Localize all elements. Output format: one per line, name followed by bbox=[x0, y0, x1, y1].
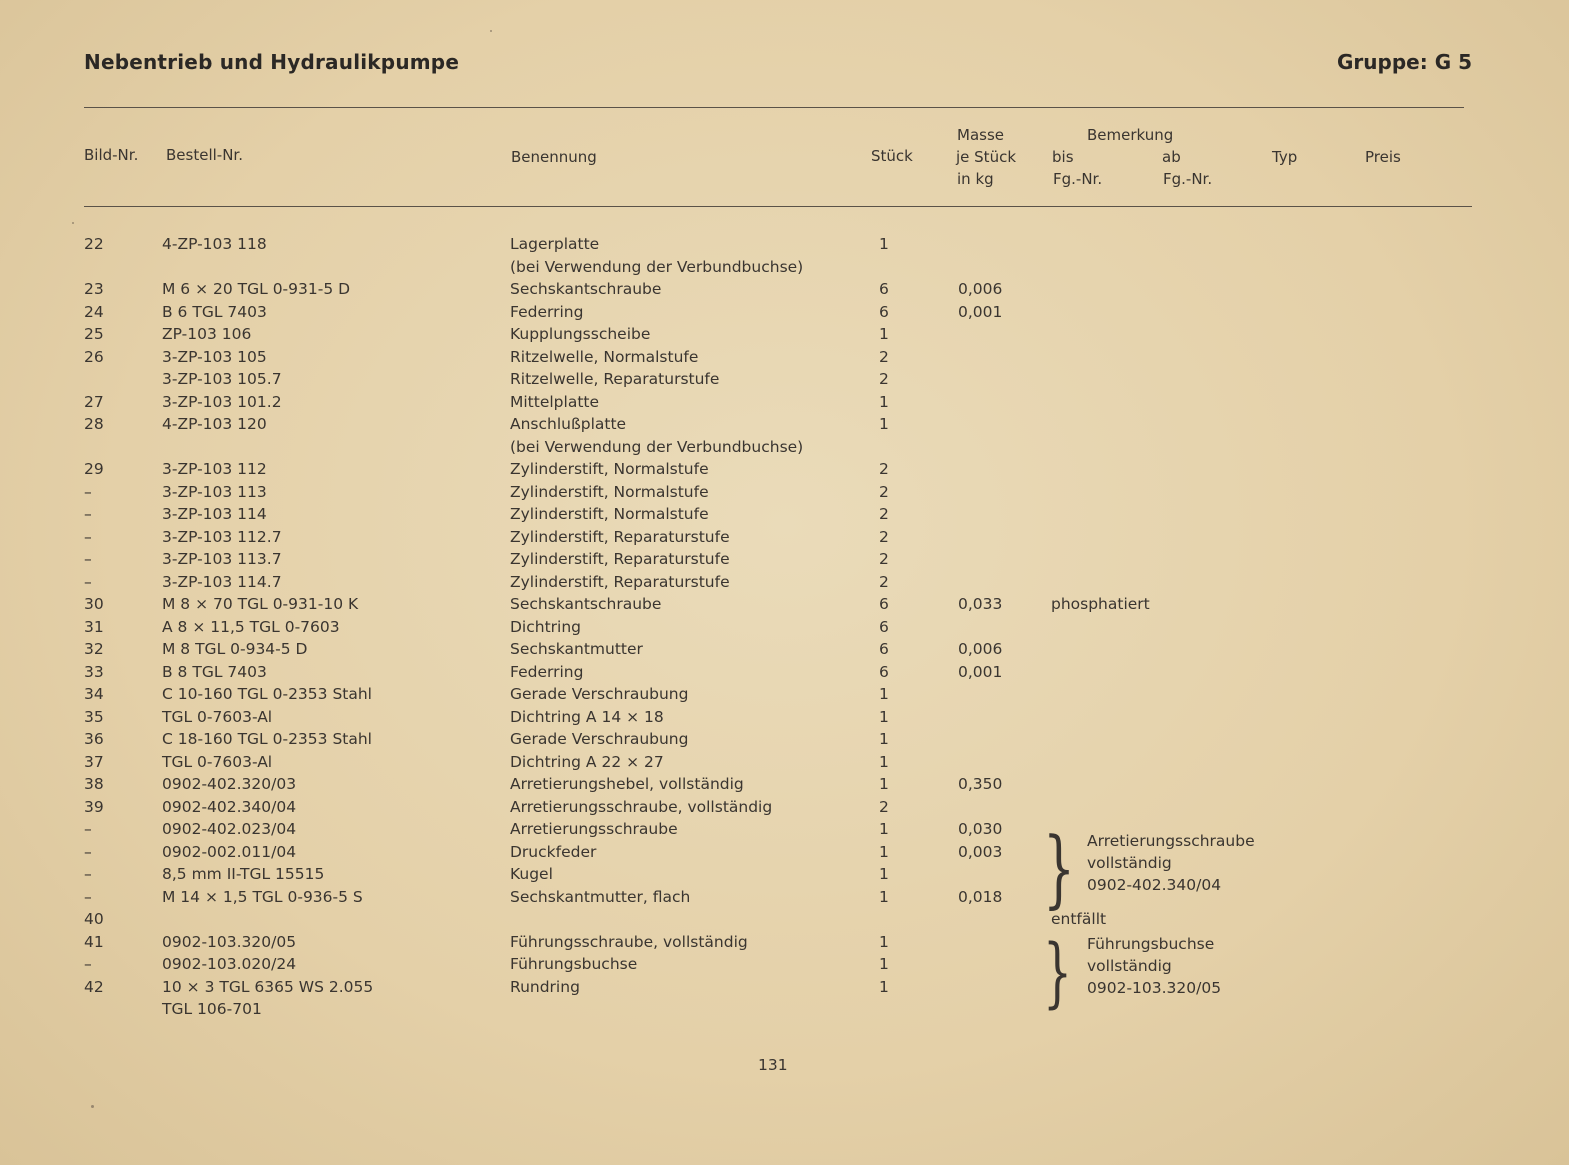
col-masse-line2: je Stück bbox=[956, 148, 1017, 166]
cell-bestell-nr: 8,5 mm II-TGL 15515 bbox=[162, 865, 325, 883]
cell-stueck: 1 bbox=[879, 707, 889, 726]
table-row bbox=[0, 370, 1569, 392]
bracket-note-line: vollständig bbox=[1087, 854, 1172, 872]
cell-bild-nr: – bbox=[84, 550, 92, 568]
cell-bemerkung: entfällt bbox=[1051, 910, 1107, 928]
table-row bbox=[0, 798, 1569, 820]
cell-bemerkung: phosphatiert bbox=[1051, 595, 1150, 613]
cell-stueck: 1 bbox=[879, 887, 889, 906]
cell-bild-nr: 32 bbox=[84, 640, 104, 658]
cell-bestell-nr: M 8 × 70 TGL 0-931-10 K bbox=[162, 595, 359, 613]
cell-benennung: Zylinderstift, Normalstufe bbox=[510, 460, 709, 478]
cell-bild-nr: – bbox=[84, 887, 92, 906]
table-row bbox=[0, 775, 1569, 797]
cell-bild-nr: 30 bbox=[84, 595, 104, 613]
col-bis-line2: Fg.-Nr. bbox=[1053, 170, 1103, 188]
cell-bild-nr: 34 bbox=[84, 685, 104, 703]
col-typ: Typ bbox=[1272, 148, 1298, 166]
cell-stueck: 1 bbox=[879, 685, 889, 703]
brace-icon: } bbox=[1043, 819, 1076, 917]
table-row bbox=[0, 460, 1569, 482]
cell-bild-nr: 39 bbox=[84, 797, 104, 816]
table-row bbox=[0, 325, 1569, 347]
cell-bestell-nr: 0902-002.011/04 bbox=[162, 842, 297, 861]
cell-stueck: 2 bbox=[879, 550, 889, 568]
cell-bild-nr: – bbox=[84, 482, 92, 501]
cell-bild-nr: 40 bbox=[84, 910, 104, 928]
cell-benennung: Dichtring bbox=[510, 617, 582, 636]
table-row bbox=[0, 348, 1569, 370]
cell-bestell-nr: 3-ZP-103 114.7 bbox=[162, 572, 282, 591]
table-row bbox=[0, 843, 1569, 865]
bracket-note-line: 0902-402.340/04 bbox=[1087, 876, 1222, 894]
col-benennung: Benennung bbox=[511, 148, 597, 166]
cell-bestell-nr: 3-ZP-103 113 bbox=[162, 482, 267, 501]
cell-stueck: 6 bbox=[879, 640, 889, 658]
cell-bild-nr: 31 bbox=[84, 617, 104, 636]
cell-benennung: Sechskantschraube bbox=[510, 595, 662, 613]
table-row bbox=[0, 820, 1569, 842]
cell-stueck: 2 bbox=[879, 505, 889, 523]
cell-benennung: Zylinderstift, Reparaturstufe bbox=[510, 527, 730, 546]
cell-bestell-nr: 3-ZP-103 105.7 bbox=[162, 370, 282, 388]
cell-bild-nr: 25 bbox=[84, 325, 104, 343]
cell-benennung: Anschlußplatte bbox=[510, 415, 627, 433]
cell-bestell-nr: 0902-103.020/24 bbox=[162, 955, 297, 973]
cell-benennung: Ritzelwelle, Reparaturstufe bbox=[510, 370, 720, 388]
cell-benennung: Führungsschraube, vollständig bbox=[510, 932, 748, 951]
table-row bbox=[0, 393, 1569, 415]
table-row bbox=[0, 663, 1569, 685]
cell-stueck: 1 bbox=[879, 235, 889, 253]
col-bis-line1: bis bbox=[1052, 148, 1074, 166]
cell-bild-nr: – bbox=[84, 820, 92, 838]
cell-bestell-nr: B 6 TGL 7403 bbox=[162, 302, 267, 321]
cell-benennung: Federring bbox=[510, 662, 584, 681]
cell-bild-nr: 42 bbox=[84, 977, 104, 996]
cell-masse: 0,006 bbox=[958, 280, 1003, 298]
page-title: Nebentrieb und Hydraulikpumpe bbox=[84, 50, 460, 74]
cell-benennung: Gerade Verschraubung bbox=[510, 730, 689, 748]
cell-bestell-nr: 3-ZP-103 113.7 bbox=[162, 550, 282, 568]
cell-bild-nr: 24 bbox=[84, 302, 104, 321]
cell-stueck: 2 bbox=[879, 460, 889, 478]
cell-bestell-nr: M 14 × 1,5 TGL 0-936-5 S bbox=[162, 887, 363, 906]
col-masse-line3: in kg bbox=[957, 170, 994, 188]
cell-benennung: Arretierungsschraube bbox=[510, 820, 678, 838]
cell-stueck: 1 bbox=[879, 752, 889, 771]
cell-benennung: Lagerplatte bbox=[510, 235, 600, 253]
paper-speck bbox=[490, 30, 492, 32]
top-rule bbox=[84, 107, 1464, 108]
cell-masse: 0,006 bbox=[958, 640, 1003, 658]
cell-benennung: Führungsbuchse bbox=[510, 955, 638, 973]
cell-masse: 0,001 bbox=[958, 302, 1003, 321]
cell-bestell-nr: B 8 TGL 7403 bbox=[162, 662, 267, 681]
cell-bild-nr: 33 bbox=[84, 662, 104, 681]
col-preis: Preis bbox=[1365, 148, 1401, 166]
cell-bild-nr: 29 bbox=[84, 460, 104, 478]
page-number: 131 bbox=[758, 1056, 788, 1074]
table-row bbox=[0, 888, 1569, 910]
table-row bbox=[0, 618, 1569, 640]
cell-bild-nr: – bbox=[84, 842, 92, 861]
cell-bestell-nr: 0902-402.320/03 bbox=[162, 775, 297, 793]
table-row bbox=[0, 708, 1569, 730]
table-row bbox=[0, 280, 1569, 302]
table-row bbox=[0, 415, 1569, 437]
cell-bestell-nr: TGL 0-7603-Al bbox=[162, 707, 273, 726]
paper-speck bbox=[72, 222, 74, 224]
table-row bbox=[0, 865, 1569, 887]
table-row bbox=[0, 258, 1569, 280]
cell-bild-nr: 23 bbox=[84, 280, 104, 298]
cell-bestell-nr: 3-ZP-103 101.2 bbox=[162, 392, 282, 411]
cell-bild-nr: 37 bbox=[84, 752, 104, 771]
cell-bestell-nr: 0902-402.340/04 bbox=[162, 797, 297, 816]
cell-bild-nr: 26 bbox=[84, 347, 104, 366]
header-rule bbox=[84, 206, 1472, 207]
cell-stueck: 1 bbox=[879, 325, 889, 343]
table-row bbox=[0, 550, 1569, 572]
cell-stueck: 1 bbox=[879, 730, 889, 748]
cell-bild-nr: – bbox=[84, 572, 92, 591]
cell-benennung: (bei Verwendung der Verbundbuchse) bbox=[510, 437, 804, 456]
table-row bbox=[0, 235, 1569, 257]
cell-stueck: 2 bbox=[879, 347, 889, 366]
cell-bestell-nr: 4-ZP-103 120 bbox=[162, 415, 267, 433]
cell-masse: 0,003 bbox=[958, 842, 1003, 861]
table-row bbox=[0, 505, 1569, 527]
cell-stueck: 2 bbox=[879, 797, 889, 816]
cell-benennung: Rundring bbox=[510, 977, 580, 996]
cell-bestell-nr: 0902-402.023/04 bbox=[162, 820, 297, 838]
cell-stueck: 6 bbox=[879, 595, 889, 613]
cell-stueck: 1 bbox=[879, 820, 889, 838]
cell-bild-nr: 36 bbox=[84, 730, 104, 748]
cell-stueck: 2 bbox=[879, 527, 889, 546]
cell-bestell-nr: TGL 0-7603-Al bbox=[162, 752, 273, 771]
table-row bbox=[0, 573, 1569, 595]
cell-stueck: 1 bbox=[879, 977, 889, 996]
cell-masse: 0,001 bbox=[958, 662, 1003, 681]
cell-bestell-nr: ZP-103 106 bbox=[162, 325, 252, 343]
cell-benennung: Federring bbox=[510, 302, 584, 321]
cell-stueck: 1 bbox=[879, 865, 889, 883]
cell-bild-nr: – bbox=[84, 527, 92, 546]
cell-bestell-nr: TGL 106-701 bbox=[162, 1000, 262, 1018]
cell-bestell-nr: 3-ZP-103 112 bbox=[162, 460, 267, 478]
cell-bild-nr: – bbox=[84, 505, 92, 523]
group-label: Gruppe: G 5 bbox=[1337, 50, 1472, 74]
table-row bbox=[0, 933, 1569, 955]
table-row bbox=[0, 730, 1569, 752]
cell-bild-nr: 38 bbox=[84, 775, 104, 793]
cell-bestell-nr: 4-ZP-103 118 bbox=[162, 235, 267, 253]
cell-stueck: 6 bbox=[879, 662, 889, 681]
cell-benennung: Arretierungshebel, vollständig bbox=[510, 775, 744, 793]
cell-stueck: 1 bbox=[879, 842, 889, 861]
col-ab-line1: ab bbox=[1162, 148, 1181, 166]
col-bild-nr: Bild-Nr. bbox=[84, 146, 139, 164]
cell-stueck: 2 bbox=[879, 370, 889, 388]
cell-bild-nr: 41 bbox=[84, 932, 104, 951]
cell-bestell-nr: 10 × 3 TGL 6365 WS 2.055 bbox=[162, 977, 374, 996]
cell-masse: 0,030 bbox=[958, 820, 1003, 838]
cell-stueck: 1 bbox=[879, 932, 889, 951]
cell-benennung: Gerade Verschraubung bbox=[510, 685, 689, 703]
cell-stueck: 1 bbox=[879, 415, 889, 433]
cell-benennung: Sechskantmutter, flach bbox=[510, 887, 691, 906]
cell-bild-nr: 22 bbox=[84, 235, 104, 253]
col-stueck: Stück bbox=[871, 147, 913, 165]
cell-stueck: 2 bbox=[879, 482, 889, 501]
cell-bestell-nr: 3-ZP-103 105 bbox=[162, 347, 267, 366]
cell-masse: 0,033 bbox=[958, 595, 1003, 613]
col-bemerkung: Bemerkung bbox=[1087, 126, 1174, 144]
cell-masse: 0,018 bbox=[958, 887, 1003, 906]
cell-bestell-nr: 0902-103.320/05 bbox=[162, 932, 297, 951]
cell-stueck: 6 bbox=[879, 302, 889, 321]
cell-benennung: Kupplungsscheibe bbox=[510, 325, 651, 343]
cell-bild-nr: – bbox=[84, 865, 92, 883]
col-masse-line1: Masse bbox=[957, 126, 1004, 144]
cell-benennung: Druckfeder bbox=[510, 842, 597, 861]
cell-benennung: Kugel bbox=[510, 865, 553, 883]
cell-bestell-nr: M 8 TGL 0-934-5 D bbox=[162, 640, 308, 658]
cell-benennung: (bei Verwendung der Verbundbuchse) bbox=[510, 257, 804, 276]
table-row bbox=[0, 483, 1569, 505]
table-row bbox=[0, 438, 1569, 460]
cell-bestell-nr: 3-ZP-103 112.7 bbox=[162, 527, 282, 546]
table-row bbox=[0, 955, 1569, 977]
cell-bestell-nr: 3-ZP-103 114 bbox=[162, 505, 267, 523]
cell-benennung: Zylinderstift, Normalstufe bbox=[510, 482, 709, 501]
cell-stueck: 6 bbox=[879, 280, 889, 298]
bracket-note-line: Führungsbuchse bbox=[1087, 935, 1215, 953]
cell-benennung: Mittelplatte bbox=[510, 392, 600, 411]
table-row bbox=[0, 528, 1569, 550]
bracket-note-line: vollständig bbox=[1087, 957, 1172, 975]
cell-bild-nr: 35 bbox=[84, 707, 104, 726]
cell-bestell-nr: A 8 × 11,5 TGL 0-7603 bbox=[162, 617, 340, 636]
cell-stueck: 1 bbox=[879, 392, 889, 411]
cell-benennung: Zylinderstift, Normalstufe bbox=[510, 505, 709, 523]
bracket-note-line: Arretierungsschraube bbox=[1087, 832, 1255, 850]
cell-benennung: Ritzelwelle, Normalstufe bbox=[510, 347, 699, 366]
table-row bbox=[0, 685, 1569, 707]
paper-speck bbox=[91, 1105, 94, 1108]
cell-benennung: Dichtring A 22 × 27 bbox=[510, 752, 664, 771]
cell-stueck: 1 bbox=[879, 955, 889, 973]
cell-benennung: Arretierungsschraube, vollständig bbox=[510, 797, 773, 816]
cell-masse: 0,350 bbox=[958, 775, 1003, 793]
table-row bbox=[0, 640, 1569, 662]
cell-bestell-nr: C 18-160 TGL 0-2353 Stahl bbox=[162, 730, 372, 748]
col-bestell-nr: Bestell-Nr. bbox=[166, 146, 243, 164]
table-row bbox=[0, 978, 1569, 1000]
cell-benennung: Zylinderstift, Reparaturstufe bbox=[510, 572, 730, 591]
cell-benennung: Sechskantmutter bbox=[510, 640, 643, 658]
cell-benennung: Dichtring A 14 × 18 bbox=[510, 707, 664, 726]
cell-bestell-nr: C 10-160 TGL 0-2353 Stahl bbox=[162, 685, 372, 703]
cell-stueck: 6 bbox=[879, 617, 889, 636]
table-row bbox=[0, 910, 1569, 932]
cell-bild-nr: 27 bbox=[84, 392, 104, 411]
table-row bbox=[0, 1000, 1569, 1022]
table-row bbox=[0, 303, 1569, 325]
cell-benennung: Sechskantschraube bbox=[510, 280, 662, 298]
cell-benennung: Zylinderstift, Reparaturstufe bbox=[510, 550, 730, 568]
col-ab-line2: Fg.-Nr. bbox=[1163, 170, 1213, 188]
cell-bild-nr: 28 bbox=[84, 415, 104, 433]
cell-stueck: 1 bbox=[879, 775, 889, 793]
cell-bild-nr: – bbox=[84, 955, 92, 973]
cell-bestell-nr: M 6 × 20 TGL 0-931-5 D bbox=[162, 280, 351, 298]
table-row bbox=[0, 753, 1569, 775]
bracket-note-line: 0902-103.320/05 bbox=[1087, 979, 1222, 997]
table-row bbox=[0, 595, 1569, 617]
cell-stueck: 2 bbox=[879, 572, 889, 591]
brace-icon: } bbox=[1043, 927, 1073, 1016]
